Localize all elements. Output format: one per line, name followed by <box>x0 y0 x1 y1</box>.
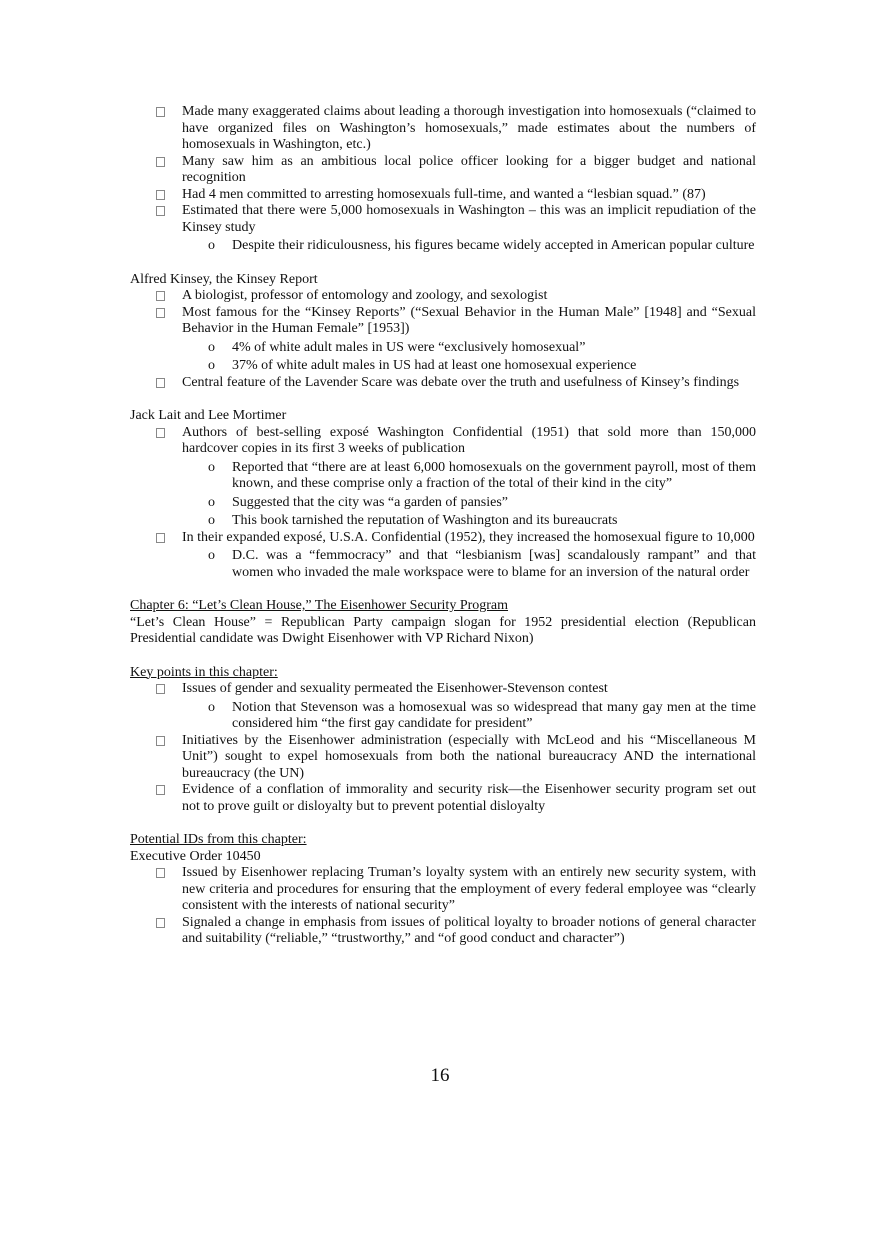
square-bullet-icon <box>156 378 165 388</box>
sub-bullet-marker: o <box>208 459 215 475</box>
bullet-item: Had 4 men committed to arresting homosexuals full-time, and wanted a “lesbian squad.” (87) <box>130 187 756 204</box>
bullet-item: Signaled a change in emphasis from issues of political loyalty to broader notions of general character and suitability (“reliable,” “trustworthy,” and “of good conduct and character”) <box>130 915 756 948</box>
bullet-item: In their expanded exposé, U.S.A. Confidential (1952), they increased the homosexual figure to 10,000 <box>130 530 756 547</box>
page-number: 16 <box>430 1065 450 1086</box>
sub-bullet-item: o Notion that Stevenson was a homosexual was so widespread that many gay men at the time considered him “the first gay candidate for president” <box>208 699 756 731</box>
key-points-heading: Key points in this chapter: <box>130 664 278 680</box>
sub-bullet-item: o Despite their ridiculousness, his figures became widely accepted in American popular culture <box>208 238 755 253</box>
sub-bullet-item: o Reported that “there are at least 6,000 homosexuals on the government payroll, most of them known, and these comprise only a fraction of the total of their kind in the city” <box>208 459 756 491</box>
sub-bullet-item: o D.C. was a “femmocracy” and that “lesbianism [was] scandalously rampant” and that women who invaded the male workspace were to blame for an inversion of the natural order <box>208 548 756 580</box>
square-bullet-icon <box>156 533 165 543</box>
bullet-item: Many saw him as an ambitious local police officer looking for a bigger budget and national recognition <box>130 154 756 187</box>
sub-bullet-item: o 37% of white adult males in US had at least one homosexual experience <box>208 358 637 373</box>
sub-bullet-item: o 4% of white adult males in US were “exclusively homosexual” <box>208 339 586 355</box>
chapter-intro: “Let’s Clean House” = Republican Party campaign slogan for 1952 presidential election (Republican Presidential candidate was Dwight Eisenhower with VP Richard Nixon) <box>130 614 756 646</box>
sub-bullet-marker: o <box>208 699 215 715</box>
square-bullet-icon <box>156 428 165 438</box>
sub-bullet-marker: o <box>208 494 215 510</box>
square-bullet-icon <box>156 736 165 746</box>
sub-bullet-item: o This book tarnished the reputation of Washington and its bureaucrats <box>208 513 618 528</box>
square-bullet-icon <box>156 206 165 216</box>
bullet-item: Central feature of the Lavender Scare was debate over the truth and usefulness of Kinsey’s findings <box>130 375 756 392</box>
sub-bullet-item: o Suggested that the city was “a garden of pansies” <box>208 494 509 510</box>
square-bullet-icon <box>156 785 165 795</box>
bullet-item: Made many exaggerated claims about leading a thorough investigation into homosexuals (“claimed to have organized files on Washington’s homosexuals,” made estimates about the numbers of homosexuals in Washington, etc.) <box>130 104 756 154</box>
bullet-item: A biologist, professor of entomology and zoology, and sexologist <box>130 288 756 305</box>
sub-bullet-marker: o <box>208 238 215 253</box>
sub-bullet-marker: o <box>208 548 215 563</box>
potential-ids-heading: Potential IDs from this chapter: <box>130 832 307 847</box>
square-bullet-icon <box>156 107 165 117</box>
bullet-item: Initiatives by the Eisenhower administration (especially with McLeod and his “Miscellaneous M Unit”) sought to expel homosexuals from both the national bureaucracy AND the international bureaucracy (the UN) <box>130 733 756 783</box>
bullet-item: Most famous for the “Kinsey Reports” (“Sexual Behavior in the Human Male” [1948] and “Sexual Behavior in the Human Female” [1953]) <box>130 305 756 338</box>
sub-bullet-marker: o <box>208 513 215 528</box>
square-bullet-icon <box>156 918 165 928</box>
bullet-item: Issued by Eisenhower replacing Truman’s loyalty system with an entirely new security system, with new criteria and procedures for ensuring that the employment of every federal employee was “clearly consistent with the interests of national security” <box>130 865 756 915</box>
square-bullet-icon <box>156 291 165 301</box>
page-content <box>130 104 756 948</box>
square-bullet-icon <box>156 868 165 878</box>
sub-bullet-marker: o <box>208 339 215 355</box>
bullet-item: Estimated that there were 5,000 homosexuals in Washington – this was an implicit repudiation of the Kinsey study <box>130 203 756 236</box>
bullet-item: Evidence of a conflation of immorality and security risk—the Eisenhower security program set out not to prove guilt or disloyalty but to prevent potential disloyalty <box>130 782 756 815</box>
section-heading-kinsey: Alfred Kinsey, the Kinsey Report <box>130 271 318 287</box>
chapter-heading: Chapter 6: “Let’s Clean House,” The Eisenhower Security Program <box>130 598 509 613</box>
square-bullet-icon <box>156 157 165 167</box>
sub-bullet-marker: o <box>208 358 215 373</box>
square-bullet-icon <box>156 190 165 200</box>
bullet-item: Authors of best-selling exposé Washington Confidential (1951) that sold more than 150,000 hardcover copies in its first 3 weeks of publication <box>130 425 756 458</box>
square-bullet-icon <box>156 308 165 318</box>
square-bullet-icon <box>156 684 165 694</box>
bullet-item: Issues of gender and sexuality permeated the Eisenhower-Stevenson contest <box>130 681 756 698</box>
section-heading-lait: Jack Lait and Lee Mortimer <box>130 408 287 423</box>
executive-order-heading: Executive Order 10450 <box>130 848 261 864</box>
